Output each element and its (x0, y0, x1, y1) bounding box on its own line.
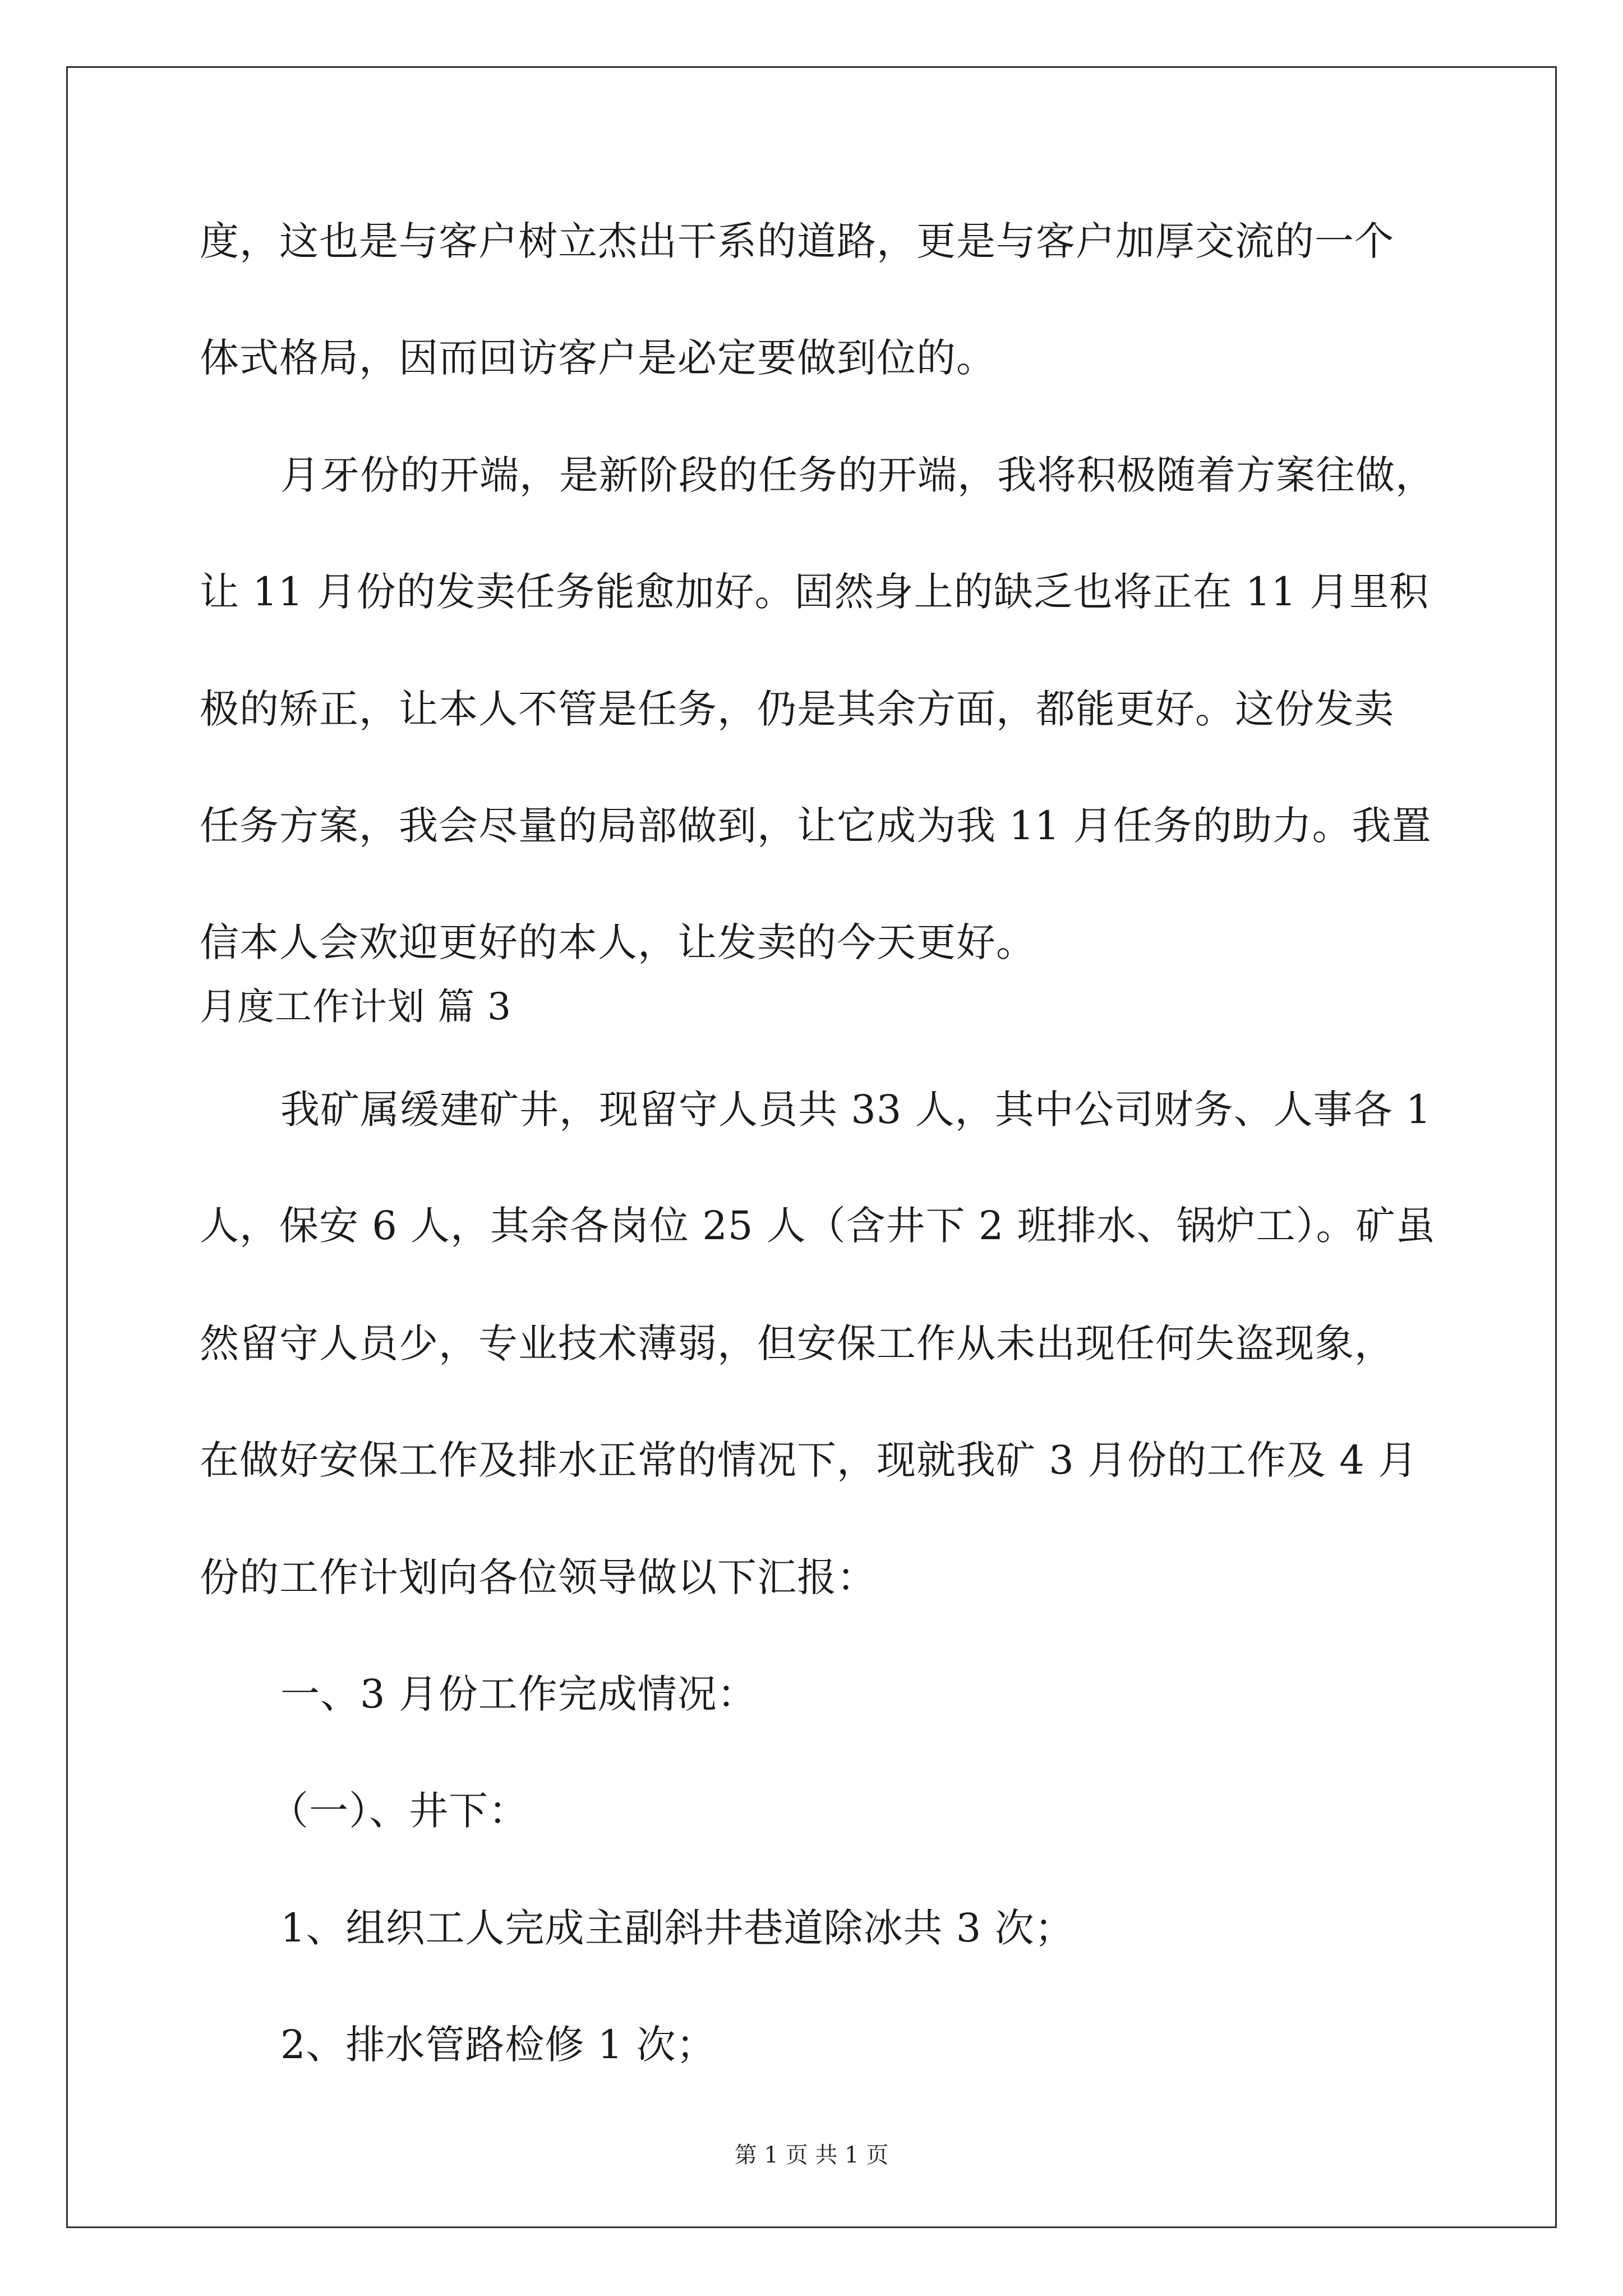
body-line: 人，保安 6 人，其余各岗位 25 人（含井下 2 班排水、锅炉工）。矿虽 (200, 1203, 1436, 1249)
body-line: 信本人会欢迎更好的本人，让发卖的今天更好。 (200, 919, 1036, 965)
body-line: 度，这也是与客户树立杰出干系的道路，更是与客户加厚交流的一个 (200, 218, 1394, 264)
list-item: （一）、井下： (269, 1788, 528, 1834)
body-line: 然留守人员少，专业技术薄弱，但安保工作从未出现任何失盗现象， (200, 1320, 1394, 1366)
body-line: 在做好安保工作及排水正常的情况下，现就我矿 3 月份的工作及 4 月 (200, 1437, 1418, 1483)
list-item: 2、排水管路检修 1 次； (280, 2022, 716, 2068)
body-line: 月牙份的开端，是新阶段的任务的开端，我将积极随着方案往做， (280, 452, 1435, 498)
page-footer: 第 1 页 共 1 页 (734, 2142, 889, 2168)
body-line: 任务方案，我会尽量的局部做到，让它成为我 11 月任务的助力。我置 (200, 803, 1432, 849)
body-line: 让 11 月份的发卖任务能愈加好。固然身上的缺乏也将正在 11 月里积 (200, 569, 1430, 615)
body-line: 体式格局，因而回访客户是必定要做到位的。 (200, 335, 996, 381)
section-heading: 月度工作计划 篇 3 (200, 985, 511, 1028)
list-item: 1、组织工人完成主副斜井巷道除冰共 3 次； (280, 1905, 1075, 1951)
body-line: 我矿属缓建矿井，现留守人员共 33 人，其中公司财务、人事各 1 (280, 1087, 1432, 1133)
body-line: 份的工作计划向各位领导做以下汇报： (200, 1554, 877, 1600)
list-item: 一、3 月份工作完成情况： (280, 1671, 757, 1717)
body-line: 极的矫正，让本人不管是任务，仍是其余方面，都能更好。这份发卖 (200, 686, 1394, 732)
